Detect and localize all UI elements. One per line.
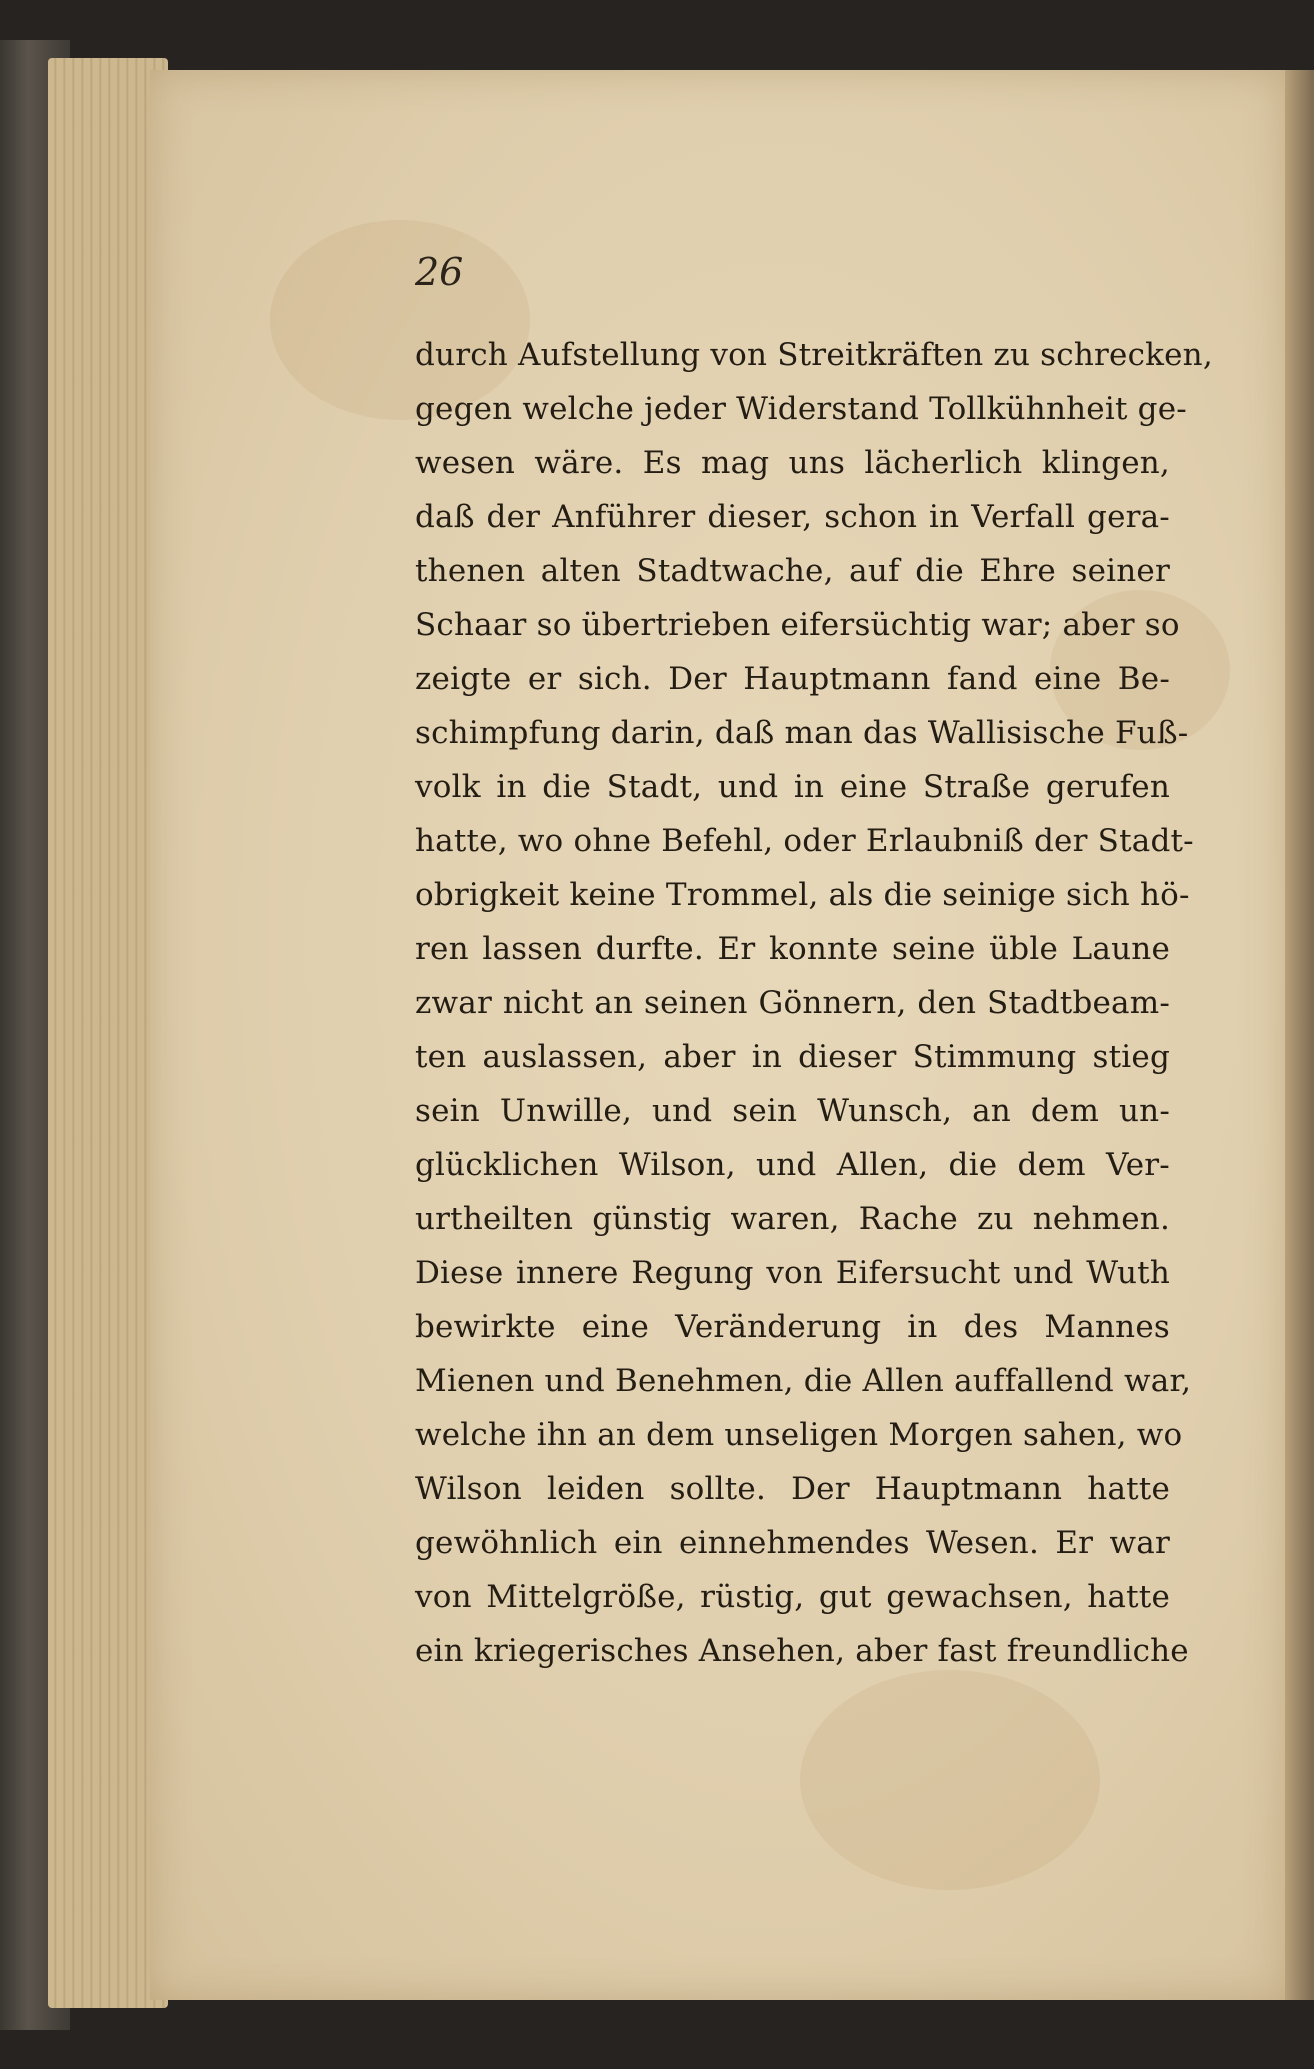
text-line: gewöhnlich ein einnehmendes Wesen. Er war bbox=[415, 1525, 1170, 1561]
text-line: glücklichen Wilson, und Allen, die dem Ver- bbox=[415, 1147, 1170, 1183]
text-line: welche ihn an dem unseligen Morgen sahen, wo bbox=[415, 1417, 1183, 1453]
text-line: Mienen und Benehmen, die Allen auffallend war, bbox=[415, 1363, 1192, 1399]
next-page-edge bbox=[1285, 70, 1314, 2000]
text-line: ren lassen durfte. Er konnte seine üble Laune bbox=[415, 931, 1170, 967]
text-line: Diese innere Regung von Eifersucht und Wuth bbox=[415, 1255, 1170, 1291]
text-line: zwar nicht an seinen Gönnern, den Stadtbeam- bbox=[415, 985, 1170, 1021]
text-line: obrigkeit keine Trommel, als die seinige sich hö- bbox=[415, 877, 1190, 913]
text-line: bewirkte eine Veränderung in des Mannes bbox=[415, 1309, 1170, 1345]
body-text bbox=[415, 328, 1213, 1678]
text-line: zeigte er sich. Der Hauptmann fand eine Be- bbox=[415, 661, 1170, 697]
text-line: volk in die Stadt, und in eine Straße gerufen bbox=[415, 769, 1170, 805]
text-line: schimpfung darin, daß man das Wallisische Fuß- bbox=[415, 715, 1189, 751]
paper-stain bbox=[800, 1670, 1100, 1890]
text-line: von Mittelgröße, rüstig, gut gewachsen, hatte bbox=[415, 1579, 1170, 1615]
text-line: Wilson leiden sollte. Der Hauptmann hatte bbox=[415, 1471, 1170, 1507]
text-line: ten auslassen, aber in dieser Stimmung stieg bbox=[415, 1039, 1170, 1075]
text-line: urtheilten günstig waren, Rache zu nehmen. bbox=[415, 1201, 1170, 1237]
text-line: sein Unwille, und sein Wunsch, an dem un- bbox=[415, 1093, 1170, 1129]
text-line: ein kriegerisches Ansehen, aber fast freundliche bbox=[415, 1633, 1189, 1669]
text-line: thenen alten Stadtwache, auf die Ehre seiner bbox=[415, 553, 1170, 589]
text-line: hatte, wo ohne Befehl, oder Erlaubniß der Stadt- bbox=[415, 823, 1194, 859]
text-line: gegen welche jeder Widerstand Tollkühnheit ge- bbox=[415, 391, 1187, 427]
text-line: daß der Anführer dieser, schon in Verfall gera- bbox=[415, 499, 1170, 535]
text-line: Schaar so übertrieben eifersüchtig war; aber so bbox=[415, 607, 1180, 643]
text-line: wesen wäre. Es mag uns lächerlich klingen, bbox=[415, 445, 1170, 481]
page-number: 26 bbox=[415, 250, 464, 294]
text-line: durch Aufstellung von Streitkräften zu schrecken, bbox=[415, 337, 1213, 373]
